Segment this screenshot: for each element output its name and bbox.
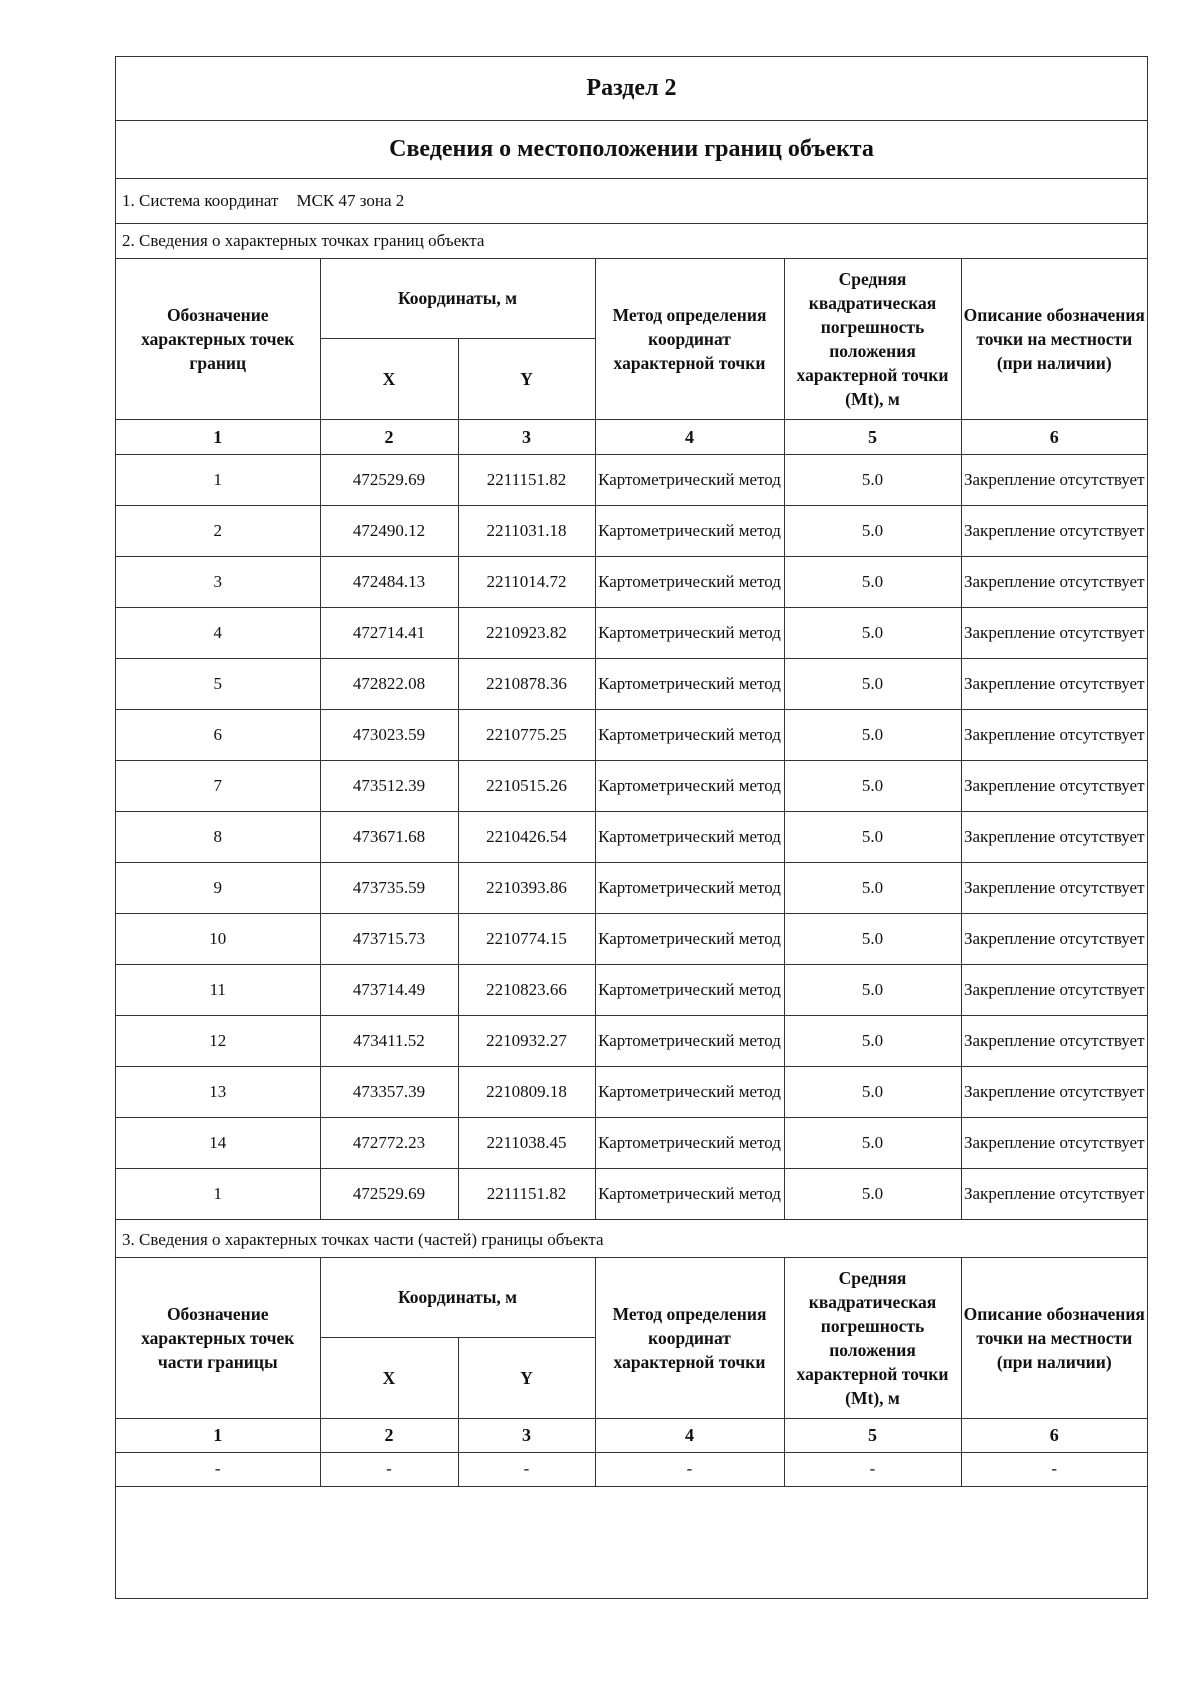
section-subtitle: Сведения о местоположении границ объекта [116, 121, 1147, 179]
column-number: 5 [784, 419, 961, 454]
table-row [116, 658, 1147, 709]
mt-value: 5.0 [784, 1117, 961, 1168]
coord-x: 472822.08 [320, 658, 458, 709]
coord-x: 472529.69 [320, 1168, 458, 1219]
method: Картометрический метод [595, 607, 784, 658]
column-number: 6 [961, 419, 1147, 454]
coord-y: 2210515.26 [458, 760, 595, 811]
coord-x: 473735.59 [320, 862, 458, 913]
point-id: 8 [116, 811, 320, 862]
table-row [116, 1452, 1147, 1486]
description: Закрепление отсутствует [961, 1117, 1147, 1168]
header-description: Описание обозначения точки на местности (при наличии) [961, 1258, 1147, 1418]
header-description: Описание обозначения точки на местности (при наличии) [961, 259, 1147, 419]
coordinate-system-line [116, 179, 1147, 224]
coord-x: 473671.68 [320, 811, 458, 862]
document-frame [115, 56, 1148, 1599]
coord-y: 2210878.36 [458, 658, 595, 709]
coord-y: 2210426.54 [458, 811, 595, 862]
point-id: 11 [116, 964, 320, 1015]
header-designation-parts: Обозначение характерных точек части границы [116, 1258, 320, 1418]
table-row [116, 505, 1147, 556]
table-row [116, 1168, 1147, 1219]
points-table-body [116, 454, 1147, 1219]
method: Картометрический метод [595, 709, 784, 760]
column-number: 1 [116, 1418, 320, 1452]
coord-y: 2211151.82 [458, 454, 595, 505]
description: Закрепление отсутствует [961, 607, 1147, 658]
point-id: 3 [116, 556, 320, 607]
header-y: Y [458, 1337, 595, 1418]
point-id: 6 [116, 709, 320, 760]
column-number: 3 [458, 419, 595, 454]
table-row [116, 1117, 1147, 1168]
method: - [595, 1452, 784, 1486]
table-row [116, 862, 1147, 913]
mt-value: - [784, 1452, 961, 1486]
description: Закрепление отсутствует [961, 709, 1147, 760]
description: Закрепление отсутствует [961, 964, 1147, 1015]
coord-x: 472714.41 [320, 607, 458, 658]
mt-value: 5.0 [784, 658, 961, 709]
method: Картометрический метод [595, 505, 784, 556]
header-coordinates: Координаты, м [320, 1258, 595, 1337]
table-row [116, 556, 1147, 607]
coord-y: 2210774.15 [458, 913, 595, 964]
coord-x: 472490.12 [320, 505, 458, 556]
mt-value: 5.0 [784, 505, 961, 556]
mt-value: 5.0 [784, 862, 961, 913]
point-id: 1 [116, 1168, 320, 1219]
mt-value: 5.0 [784, 454, 961, 505]
method: Картометрический метод [595, 760, 784, 811]
coordinate-system-value: МСК 47 зона 2 [296, 191, 405, 210]
description: Закрепление отсутствует [961, 862, 1147, 913]
column-number: 2 [320, 419, 458, 454]
table-row [116, 913, 1147, 964]
table-row [116, 607, 1147, 658]
column-number: 6 [961, 1418, 1147, 1452]
coord-x: 472772.23 [320, 1117, 458, 1168]
column-number: 4 [595, 419, 784, 454]
coord-x: 473357.39 [320, 1066, 458, 1117]
point-id: 9 [116, 862, 320, 913]
table-row [116, 1015, 1147, 1066]
method: Картометрический метод [595, 1066, 784, 1117]
header-y: Y [458, 338, 595, 419]
point-id: 2 [116, 505, 320, 556]
section-title: Раздел 2 [116, 57, 1147, 121]
table-row [116, 454, 1147, 505]
column-number: 2 [320, 1418, 458, 1452]
coord-y: 2210775.25 [458, 709, 595, 760]
coord-y: 2210809.18 [458, 1066, 595, 1117]
description: Закрепление отсутствует [961, 454, 1147, 505]
method: Картометрический метод [595, 1117, 784, 1168]
mt-value: 5.0 [784, 607, 961, 658]
header-error: Средняя квадратическая погрешность положения характерной точки (Mt), м [784, 259, 961, 419]
coord-x: 473411.52 [320, 1015, 458, 1066]
header-method: Метод определения координат характерной точки [595, 1258, 784, 1418]
header-coordinates: Координаты, м [320, 259, 595, 338]
mt-value: 5.0 [784, 1066, 961, 1117]
coord-y: 2211014.72 [458, 556, 595, 607]
column-number: 5 [784, 1418, 961, 1452]
header-x: X [320, 338, 458, 419]
coord-y: 2210823.66 [458, 964, 595, 1015]
method: Картометрический метод [595, 1015, 784, 1066]
description: Закрепление отсутствует [961, 556, 1147, 607]
mt-value: 5.0 [784, 811, 961, 862]
method: Картометрический метод [595, 658, 784, 709]
coord-x: 473714.49 [320, 964, 458, 1015]
header-method: Метод определения координат характерной точки [595, 259, 784, 419]
coord-x: 473715.73 [320, 913, 458, 964]
method: Картометрический метод [595, 862, 784, 913]
point-id: 4 [116, 607, 320, 658]
description: Закрепление отсутствует [961, 811, 1147, 862]
mt-value: 5.0 [784, 913, 961, 964]
description: Закрепление отсутствует [961, 913, 1147, 964]
coord-y: 2210393.86 [458, 862, 595, 913]
description: Закрепление отсутствует [961, 1168, 1147, 1219]
table-row [116, 1066, 1147, 1117]
coord-x: - [320, 1452, 458, 1486]
mt-value: 5.0 [784, 760, 961, 811]
description: Закрепление отсутствует [961, 505, 1147, 556]
point-id: 1 [116, 454, 320, 505]
header-x: X [320, 1337, 458, 1418]
coord-y: - [458, 1452, 595, 1486]
coordinate-system-label: 1. Система координат [122, 191, 279, 210]
header-designation: Обозначение характерных точек границ [116, 259, 320, 419]
method: Картометрический метод [595, 454, 784, 505]
point-id: 12 [116, 1015, 320, 1066]
method: Картометрический метод [595, 556, 784, 607]
mt-value: 5.0 [784, 709, 961, 760]
method: Картометрический метод [595, 1168, 784, 1219]
coord-y: 2210932.27 [458, 1015, 595, 1066]
coord-x: 472484.13 [320, 556, 458, 607]
coord-y: 2211151.82 [458, 1168, 595, 1219]
point-id: 10 [116, 913, 320, 964]
point-id: 5 [116, 658, 320, 709]
method: Картометрический метод [595, 811, 784, 862]
points-table [116, 259, 1147, 1220]
coord-y: 2210923.82 [458, 607, 595, 658]
table-row [116, 760, 1147, 811]
points-section-header: 2. Сведения о характерных точках границ объекта [116, 224, 1147, 259]
table-row [116, 964, 1147, 1015]
method: Картометрический метод [595, 913, 784, 964]
description: Закрепление отсутствует [961, 658, 1147, 709]
point-id: 7 [116, 760, 320, 811]
coord-x: 472529.69 [320, 454, 458, 505]
parts-section-header: 3. Сведения о характерных точках части (частей) границы объекта [116, 1222, 1147, 1258]
coord-y: 2211038.45 [458, 1117, 595, 1168]
coord-y: 2211031.18 [458, 505, 595, 556]
header-error: Средняя квадратическая погрешность положения характерной точки (Mt), м [784, 1258, 961, 1418]
point-id: - [116, 1452, 320, 1486]
point-id: 14 [116, 1117, 320, 1168]
mt-value: 5.0 [784, 964, 961, 1015]
point-id: 13 [116, 1066, 320, 1117]
coord-x: 473512.39 [320, 760, 458, 811]
parts-table [116, 1258, 1147, 1487]
column-number: 4 [595, 1418, 784, 1452]
table-row [116, 709, 1147, 760]
mt-value: 5.0 [784, 1015, 961, 1066]
parts-table-body [116, 1452, 1147, 1486]
table-row [116, 811, 1147, 862]
mt-value: 5.0 [784, 556, 961, 607]
description: - [961, 1452, 1147, 1486]
description: Закрепление отсутствует [961, 1066, 1147, 1117]
coord-x: 473023.59 [320, 709, 458, 760]
column-number: 1 [116, 419, 320, 454]
mt-value: 5.0 [784, 1168, 961, 1219]
description: Закрепление отсутствует [961, 760, 1147, 811]
column-number: 3 [458, 1418, 595, 1452]
method: Картометрический метод [595, 964, 784, 1015]
description: Закрепление отсутствует [961, 1015, 1147, 1066]
